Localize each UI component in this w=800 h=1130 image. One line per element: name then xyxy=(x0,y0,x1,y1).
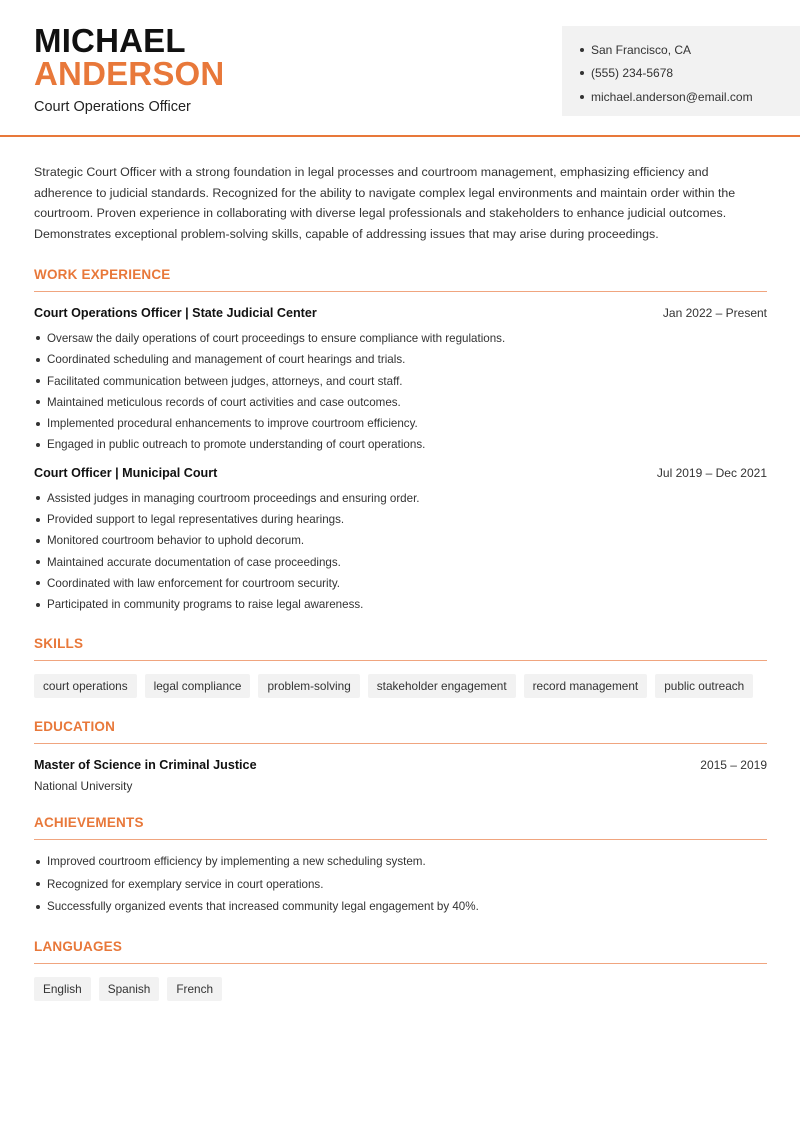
bullet-icon xyxy=(36,422,40,426)
achievement-text: Recognized for exemplary service in court operations. xyxy=(47,877,324,891)
contact-location xyxy=(580,38,800,62)
bullet-icon xyxy=(36,496,40,500)
job-dates: Jan 2022 – Present xyxy=(662,305,767,320)
list-item xyxy=(34,328,767,349)
achievement-text: Improved courtroom efficiency by implementing a new scheduling system. xyxy=(47,855,426,869)
bullet-text: Engaged in public outreach to promote understanding of court operations. xyxy=(47,438,426,452)
job-heading: Court Officer | Municipal Court xyxy=(34,465,218,480)
bullet-text: Implemented procedural enhancements to improve courtroom efficiency. xyxy=(47,417,418,431)
job-header xyxy=(34,306,767,320)
job-header xyxy=(34,466,767,480)
section-title-languages: LANGUAGES xyxy=(34,939,767,964)
bullet-text: Monitored courtroom behavior to uphold decorum. xyxy=(47,534,305,548)
bullet-icon xyxy=(36,860,40,864)
education-dates: 2015 – 2019 xyxy=(700,758,767,773)
summary-paragraph: Strategic Court Officer with a strong foundation in legal processes and courtroom management, emphasizing efficiency and adherence to judicial standards. Recognized for the ability to navigate complex legal environments and maintain order within the courtroom. Proven experience in collaborating with diverse legal professionals and stakeholders to enhance judicial outcomes. Demonstrates exceptional problem-solving skills, capable of addressing issues that may arise during proceedings. xyxy=(34,165,736,242)
language-chip: Spanish xyxy=(99,977,160,1001)
bullet-icon xyxy=(36,518,40,522)
skill-chip: legal compliance xyxy=(145,674,251,698)
list-item xyxy=(34,370,767,391)
bullet-icon xyxy=(36,443,40,447)
phone-text: (555) 234-5678 xyxy=(591,66,674,81)
job-dates: Jul 2019 – Dec 2021 xyxy=(656,465,767,480)
section-title-achievements: ACHIEVEMENTS xyxy=(34,815,767,840)
list-item xyxy=(34,895,767,918)
skills-list xyxy=(34,674,767,698)
bullet-icon xyxy=(36,379,40,383)
bullet-icon xyxy=(580,95,584,99)
bullet-icon xyxy=(36,336,40,340)
language-chip: French xyxy=(167,977,222,1001)
bullet-icon xyxy=(36,400,40,404)
education-header xyxy=(34,758,767,772)
list-item xyxy=(34,488,767,509)
bullet-text: Facilitated communication between judges, attorneys, and court staff. xyxy=(47,374,403,388)
skill-chip: public outreach xyxy=(655,674,753,698)
bullet-text: Oversaw the daily operations of court proceedings to ensure compliance with regulations. xyxy=(47,331,506,345)
list-item xyxy=(34,873,767,896)
degree-title: Master of Science in Criminal Justice xyxy=(34,758,257,773)
bullet-icon xyxy=(36,905,40,909)
language-chip: English xyxy=(34,977,91,1001)
list-item xyxy=(34,413,767,434)
bullet-icon xyxy=(36,539,40,543)
skill-chip: stakeholder engagement xyxy=(368,674,516,698)
email-text[interactable]: michael.anderson@email.com xyxy=(591,89,753,104)
school-name: National University xyxy=(34,779,133,794)
list-item xyxy=(34,530,767,551)
achievements-list xyxy=(34,850,767,918)
job-heading: Court Operations Officer | State Judicial Center xyxy=(34,305,317,320)
bullet-text: Coordinated with law enforcement for courtroom security. xyxy=(47,576,340,590)
first-name: MICHAEL xyxy=(34,22,186,59)
section-title-work: WORK EXPERIENCE xyxy=(34,267,767,292)
bullet-text: Maintained meticulous records of court activities and case outcomes. xyxy=(47,395,401,409)
location-text: San Francisco, CA xyxy=(591,42,692,57)
list-item xyxy=(34,392,767,413)
section-title-education: EDUCATION xyxy=(34,719,767,744)
skill-chip: court operations xyxy=(34,674,137,698)
bullet-icon xyxy=(580,48,584,52)
bullet-text: Assisted judges in managing courtroom proceedings and ensuring order. xyxy=(47,491,420,505)
languages-list xyxy=(34,977,767,1001)
bullet-icon xyxy=(36,603,40,607)
list-item xyxy=(34,434,767,455)
bullet-text: Coordinated scheduling and management of court hearings and trials. xyxy=(47,353,406,367)
list-item xyxy=(34,573,767,594)
last-name: ANDERSON xyxy=(34,55,225,92)
job-bullets xyxy=(34,488,767,616)
list-item xyxy=(34,594,767,615)
bullet-icon xyxy=(36,560,40,564)
bullet-icon xyxy=(36,882,40,886)
bullet-icon xyxy=(580,71,584,75)
list-item xyxy=(34,349,767,370)
bullet-icon xyxy=(36,581,40,585)
skill-chip: problem-solving xyxy=(258,674,359,698)
section-title-skills: SKILLS xyxy=(34,636,767,661)
job-bullets xyxy=(34,328,767,456)
job-title: Court Operations Officer xyxy=(34,99,191,115)
bullet-text: Participated in community programs to raise legal awareness. xyxy=(47,598,364,612)
list-item xyxy=(34,850,767,873)
list-item xyxy=(34,509,767,530)
contact-box xyxy=(562,26,800,116)
achievement-text: Successfully organized events that increased community legal engagement by 40%. xyxy=(47,900,479,914)
contact-email[interactable] xyxy=(580,85,800,109)
bullet-icon xyxy=(36,358,40,362)
list-item xyxy=(34,551,767,572)
skill-chip: record management xyxy=(524,674,648,698)
contact-phone xyxy=(580,62,800,86)
bullet-text: Provided support to legal representatives during hearings. xyxy=(47,513,345,527)
resume-body xyxy=(34,162,767,1001)
resume-header xyxy=(0,0,800,137)
bullet-text: Maintained accurate documentation of case proceedings. xyxy=(47,555,341,569)
